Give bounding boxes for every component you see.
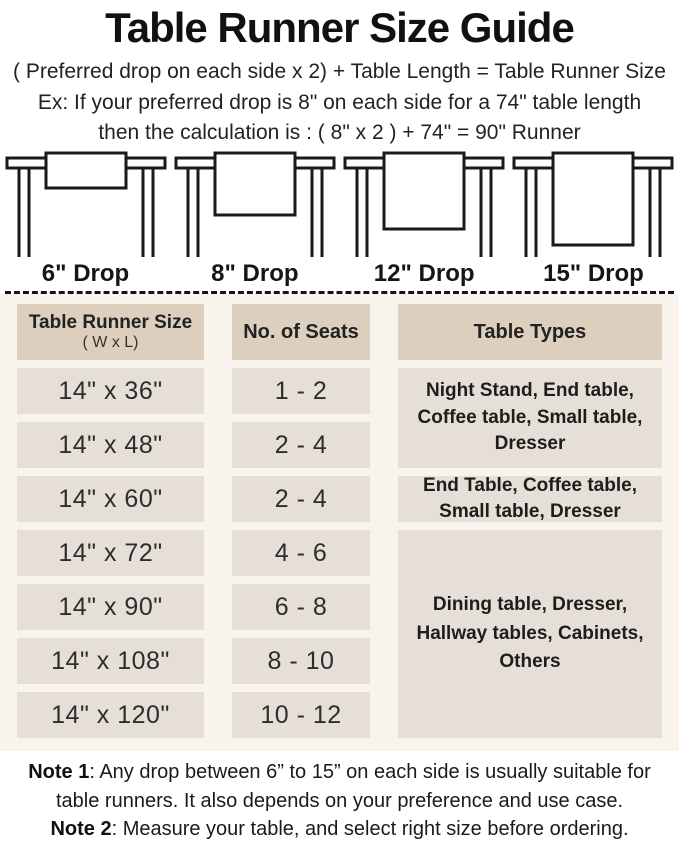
table-row-seats: 4 - 6 [232, 530, 370, 576]
table-row-seats: 2 - 4 [232, 476, 370, 522]
header-runner-size-title: Table Runner Size [28, 311, 193, 333]
table-types-group-medium: End Table, Coffee table, Small table, Dresser [398, 476, 662, 522]
table-row-seats: 1 - 2 [232, 368, 370, 414]
table-row-seats: 8 - 10 [232, 638, 370, 684]
table-types-group-large: Dining table, Dresser, Hallway tables, Cabinets, Others [398, 530, 662, 738]
example-text: Ex: If your preferred drop is 8" on each side for a 74" table length [37, 90, 642, 114]
calculation-text: then the calculation is : ( 8" x 2 ) + 74" = 90" Runner [98, 120, 581, 144]
header-seats [232, 304, 370, 360]
table-with-runner-icon [171, 151, 339, 259]
table-types-group-small: Night Stand, End table, Coffee table, Small table, Dresser [398, 368, 662, 468]
drop-label-8in: 8" Drop [211, 260, 299, 288]
drop-labels-row [0, 260, 679, 288]
header-seats-title: No. of Seats [243, 320, 359, 343]
notes-section [0, 758, 679, 843]
size-table [0, 294, 679, 751]
drop-illustrations [0, 151, 679, 259]
table-row-seats: 2 - 4 [232, 422, 370, 468]
table-with-runner-icon [340, 151, 508, 259]
page-title: Table Runner Size Guide [105, 4, 574, 51]
table-row-size: 14" x 108" [17, 638, 204, 684]
formula-text: ( Preferred drop on each side x 2) + Table Length = Table Runner Size [13, 60, 666, 84]
note-1 [6, 758, 673, 815]
note-1-text: : Any drop between 6” to 15” on each side is usually suitable for table runners. It also depends on your preference and use case. [55, 761, 651, 812]
note-1-label: Note 1 [28, 761, 90, 784]
drop-label-12in: 12" Drop [373, 260, 475, 288]
note-2-label: Note 2 [50, 817, 112, 840]
table-illustration-6in-drop [1, 151, 170, 259]
table-row-size: 14" x 60" [17, 476, 204, 522]
table-row-seats: 6 - 8 [232, 584, 370, 630]
header-table-types-title: Table Types [473, 320, 587, 343]
table-illustration-8in-drop [170, 151, 339, 259]
table-row-size: 14" x 36" [17, 368, 204, 414]
table-with-runner-icon [509, 151, 677, 259]
drop-label-6in: 6" Drop [41, 260, 130, 288]
table-row-seats: 10 - 12 [232, 692, 370, 738]
header-table-types [398, 304, 662, 360]
header-runner-size [17, 304, 204, 360]
table-row-size: 14" x 90" [17, 584, 204, 630]
table-row-size: 14" x 48" [17, 422, 204, 468]
note-2-text: : Measure your table, and select right size before ordering. [111, 817, 629, 840]
note-2 [6, 815, 673, 843]
drop-label-15in: 15" Drop [543, 260, 644, 288]
table-illustration-12in-drop [340, 151, 509, 259]
table-illustration-15in-drop [509, 151, 678, 259]
table-with-runner-icon [2, 151, 170, 259]
table-row-size: 14" x 72" [17, 530, 204, 576]
table-row-size: 14" x 120" [17, 692, 204, 738]
header-runner-size-sub: ( W x L) [82, 334, 139, 352]
